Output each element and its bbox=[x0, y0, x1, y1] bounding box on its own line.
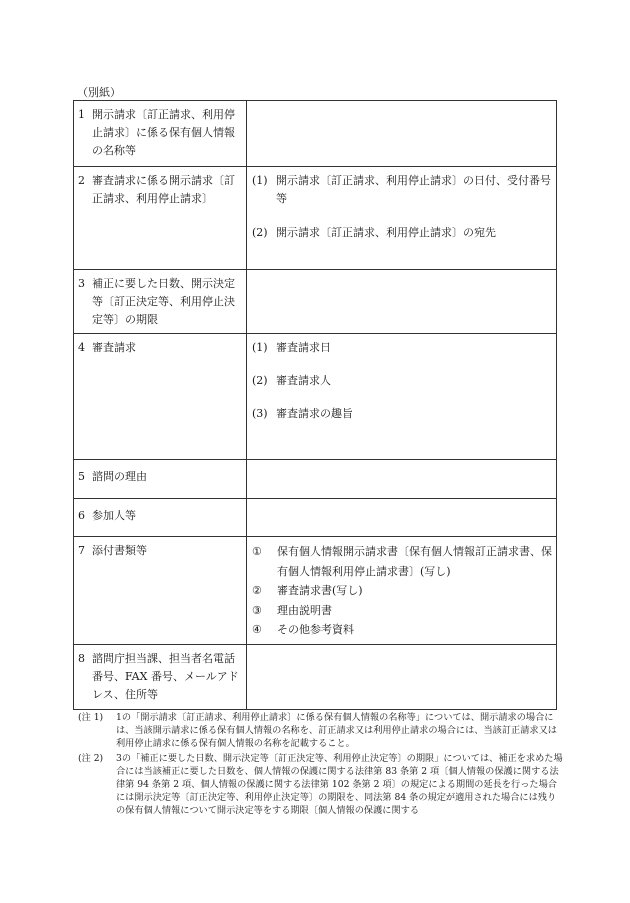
notes-section bbox=[78, 711, 564, 819]
item-text: 審査請求書(写し) bbox=[277, 584, 363, 597]
item-number: (1) bbox=[252, 341, 268, 354]
list-item bbox=[252, 542, 552, 581]
item-number: (1) bbox=[252, 174, 268, 187]
list-item bbox=[252, 620, 552, 640]
row-number: 6 bbox=[78, 509, 85, 522]
list-item bbox=[252, 172, 552, 208]
item-number: ① bbox=[252, 545, 262, 558]
item-number: ② bbox=[252, 584, 262, 597]
row-label: 諮問庁担当課、担当者名電話番号、FAX 番号、メールアドレス、住所等 bbox=[92, 652, 239, 701]
note-label: (注 1) bbox=[78, 712, 104, 723]
list-item bbox=[252, 405, 552, 423]
row-number: 4 bbox=[78, 341, 85, 354]
note-item bbox=[78, 711, 564, 750]
item-text: 審査請求の趣旨 bbox=[276, 407, 353, 420]
item-number: (3) bbox=[252, 407, 268, 420]
row-number: 2 bbox=[78, 174, 85, 187]
item-number: ④ bbox=[252, 623, 262, 636]
item-text: 理由説明書 bbox=[277, 603, 332, 617]
item-text: 審査請求日 bbox=[276, 341, 331, 354]
row-label: 添付書類等 bbox=[92, 544, 147, 557]
label-cell bbox=[74, 499, 247, 537]
item-number: ③ bbox=[252, 603, 262, 617]
list-item bbox=[252, 601, 552, 621]
list-item bbox=[252, 339, 552, 357]
label-cell bbox=[74, 167, 247, 270]
note-label: (注 2) bbox=[78, 753, 104, 764]
item-text: 審査請求人 bbox=[276, 374, 331, 387]
content-cell[interactable] bbox=[247, 537, 557, 645]
row-label: 補正に要した日数、開示決定等〔訂正決定等、利用停止決定等〕の期限 bbox=[92, 277, 235, 326]
content-cell[interactable] bbox=[247, 101, 557, 167]
item-text: その他参考資料 bbox=[277, 623, 354, 636]
table-row-4 bbox=[74, 334, 557, 460]
note-item bbox=[78, 752, 564, 817]
form-table bbox=[73, 100, 557, 710]
label-cell bbox=[74, 101, 247, 167]
item-text: 開示請求〔訂正請求、利用停止請求〕の日付、受付番号等 bbox=[276, 174, 551, 205]
list-item bbox=[252, 581, 552, 601]
table-row-1 bbox=[74, 101, 557, 167]
table-row-8 bbox=[74, 645, 557, 710]
label-cell bbox=[74, 334, 247, 460]
note-text: 1の「開示請求〔訂正請求、利用停止請求〕に係る保有個人情報の名称等」については、開示請求の場合には、当該開示請求に係る保有個人情報の名称を、訂正請求又は利用停止請求の場合には、当該訂正請求又は利用停止請求に係る保有個人情報の名称を記載すること。 bbox=[116, 712, 557, 749]
table-row-6 bbox=[74, 499, 557, 537]
label-cell bbox=[74, 645, 247, 710]
table-row-3 bbox=[74, 270, 557, 334]
row-number: 7 bbox=[78, 544, 85, 557]
list-item bbox=[252, 372, 552, 390]
label-cell bbox=[74, 270, 247, 334]
table-row-5 bbox=[74, 460, 557, 499]
label-cell bbox=[74, 460, 247, 499]
table-row-2 bbox=[74, 167, 557, 270]
row-number: 1 bbox=[78, 108, 85, 121]
label-cell bbox=[74, 537, 247, 645]
content-cell[interactable] bbox=[247, 499, 557, 537]
row-label: 開示請求〔訂正請求、利用停止請求〕に係る保有個人情報の名称等 bbox=[92, 108, 235, 157]
row-number: 5 bbox=[78, 470, 85, 483]
item-number: (2) bbox=[252, 374, 268, 387]
item-text: 保有個人情報開示請求書〔保有個人情報訂正請求書、保有個人情報利用停止請求書〕(写し) bbox=[277, 545, 552, 578]
row-number: 8 bbox=[78, 652, 85, 665]
row-label: 審査請求に係る開示請求〔訂正請求、利用停止請求〕 bbox=[92, 174, 235, 205]
content-cell[interactable] bbox=[247, 167, 557, 270]
row-label: 参加人等 bbox=[92, 509, 136, 522]
list-item bbox=[252, 224, 552, 242]
row-label: 審査請求 bbox=[92, 341, 136, 354]
note-text: 3の「補正に要した日数、開示決定等〔訂正決定等、利用停止決定等〕の期限」については、補正を求めた場合には当該補正に要した日数を、個人情報の保護に関する法律第 83 条第 2 項〔個人情報の保護に関する法律第 94 条第 2 項、個人情報の保護に関する法律第 102 条第 2 項〕の規定による期間の延長を行った場合には開示決定等〔訂正決定等、利用停止決定等〕の期限を、同法第 84 条の規定が適用された場合には残りの保有個人情報について開示決定等をする期限〔個人情報の保護に関する bbox=[116, 753, 563, 816]
row-number: 3 bbox=[78, 277, 85, 290]
content-cell[interactable] bbox=[247, 460, 557, 499]
table-row-7 bbox=[74, 537, 557, 645]
item-text: 開示請求〔訂正請求、利用停止請求〕の宛先 bbox=[276, 226, 496, 239]
item-number: (2) bbox=[252, 226, 268, 239]
page-heading: （別紙） bbox=[77, 86, 121, 99]
content-cell[interactable] bbox=[247, 334, 557, 460]
row-label: 諮問の理由 bbox=[92, 470, 147, 483]
content-cell[interactable] bbox=[247, 270, 557, 334]
content-cell[interactable] bbox=[247, 645, 557, 710]
